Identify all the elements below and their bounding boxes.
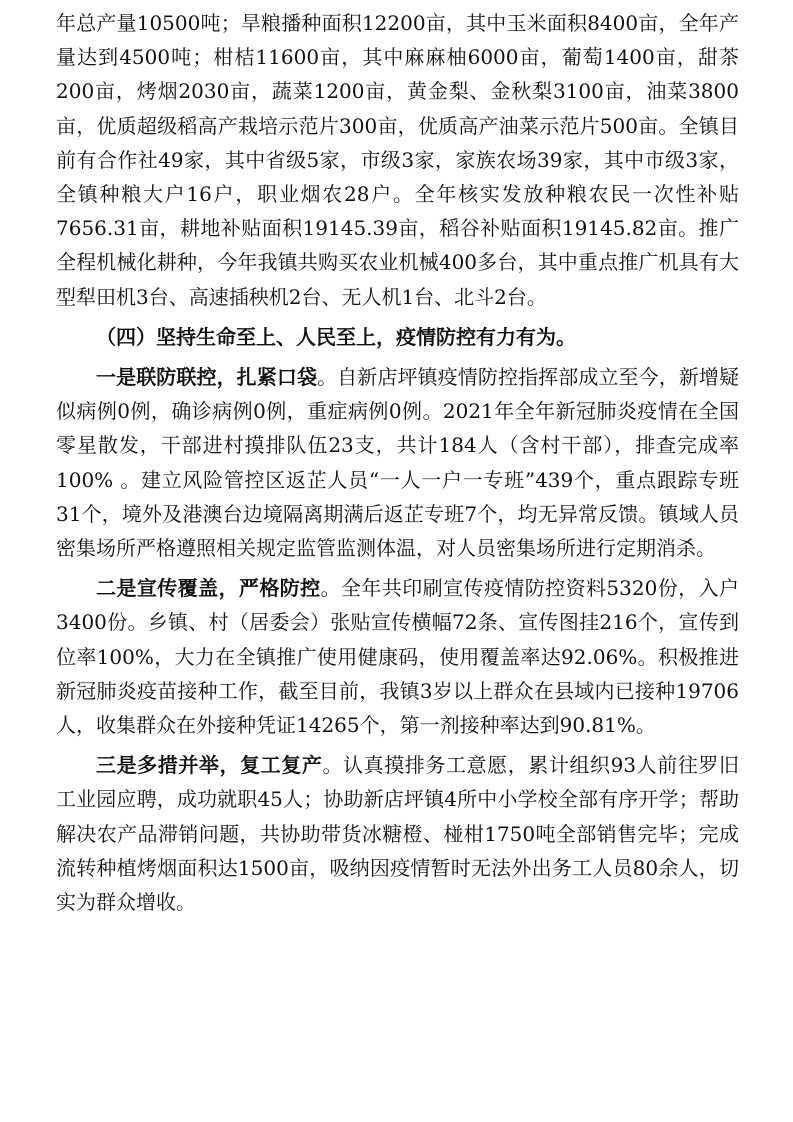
section-heading-epidemic: （四）坚持生命至上、人民至上，疫情防控有力有为。 (96, 324, 576, 349)
paragraph-publicity (56, 571, 739, 742)
paragraph-body-joint-control: 。自新店坪镇疫情防控指挥部成立至今，新增疑似病例0例，确诊病例0例，重症病例0例。2021年全年新冠肺炎疫情在全国零星散发，干部进村摸排队伍23支，共计184人（含村干部），排查完成率100% 。建立风险管控区返芷人员“一人一户一专班”439个，重点跟踪专班31个，境外及港澳台边境隔离期满后返芷专班7个，均无异常反馈。镇域人员密集场所严格遵照相关规定监管监测体温，对人员密集场所进行定期消杀。 (56, 365, 740, 561)
paragraph-lead-joint-control: 一是联防联控，扎紧口袋 (96, 365, 318, 390)
paragraph-resumption (56, 748, 739, 919)
paragraph-agriculture: 年总产量10500吨；旱粮播种面积12200亩，其中玉米面积8400亩，全年产量达到4500吨；柑桔11600亩，其中麻麻柚6000亩，葡萄1400亩，甜茶200亩，烤烟2030亩，蔬菜1200亩，黄金梨、金秋梨3100亩，油菜3800亩，优质超级稻高产栽培示范片300亩，优质高产油菜示范片500亩。全镇目前有合作社49家，其中省级5家，市级3家，家族农场39家，其中市级3家，全镇种粮大户16户，职业烟农28户。全年核实发放种粮农民一次性补贴7656.31亩，耕地补贴面积19145.39亩，稻谷补贴面积19145.82亩。推广全程机械化耕种，今年我镇共购买农业机械400多台，其中重点推广机具有大型犁田机3台、高速插秧机2台、无人机1台、北斗2台。 (56, 11, 739, 309)
paragraph-lead-publicity: 二是宣传覆盖，严格防控 (96, 576, 321, 601)
paragraph-body-resumption: 。认真摸排务工意愿，累计组织93人前往罗旧工业园应聘，成功就职45人；协助新店坪镇4所中小学校全部有序开学；帮助解决农产品滞销问题，共协助带货冰糖橙、椪柑1750吨全部销售完毕；完成流转种植烤烟面积达1500亩，吸纳因疫情暂时无法外出务工人员80余人，切实为群众增收。 (56, 753, 739, 915)
paragraph-joint-control (56, 360, 739, 565)
paragraph-lead-resumption: 三是多措并举，复工复产 (96, 753, 323, 778)
paragraph-body-publicity: 。全年共印刷宣传疫情防控资料5320份，入户3400份。乡镇、村（居委会）张贴宣传横幅72条、宣传图挂216个，宣传到位率100%，大力在全镇推广使用健康码，使用覆盖率达92.06%。积极推进新冠肺炎疫苗接种工作，截至目前，我镇3岁以上群众在县域内已接种19706人，收集群众在外接种凭证14265个，第一剂接种率达到90.81%。 (56, 576, 739, 738)
